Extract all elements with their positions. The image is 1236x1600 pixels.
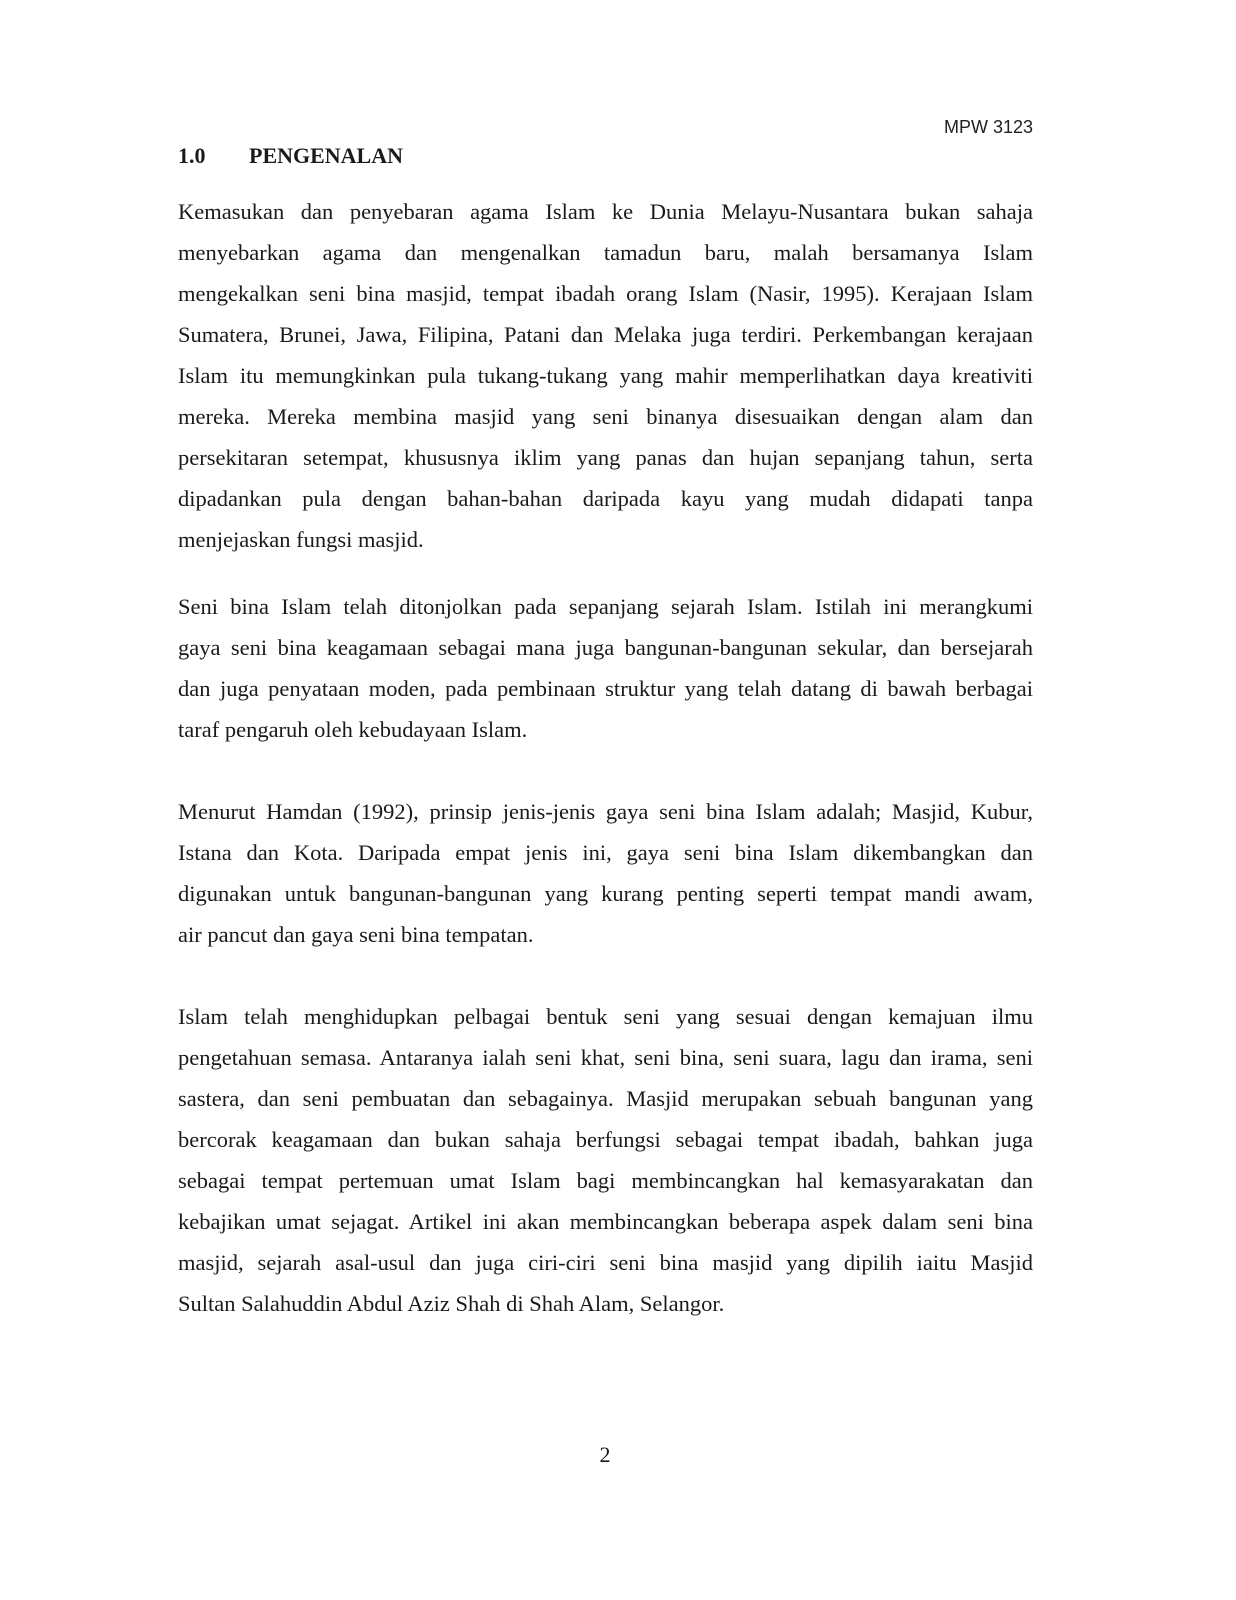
text-line: Menurut Hamdan (1992), prinsip jenis-jenis gaya seni bina Islam adalah; Masjid, Kubur, [178, 799, 1033, 824]
text-line: sastera, dan seni pembuatan dan sebagainya. Masjid merupakan sebuah bangunan yang [178, 1086, 1033, 1111]
text-line: Kemasukan dan penyebaran agama Islam ke Dunia Melayu-Nusantara bukan sahaja [178, 199, 1033, 224]
section-heading [178, 143, 403, 169]
text-line: menyebarkan agama dan mengenalkan tamadun baru, malah bersamanya Islam [178, 240, 1033, 265]
text-line: Sumatera, Brunei, Jawa, Filipina, Patani dan Melaka juga terdiri. Perkembangan kerajaan [178, 322, 1033, 347]
text-line: Istana dan Kota. Daripada empat jenis ini, gaya seni bina Islam dikembangkan dan [178, 840, 1033, 865]
text-line: digunakan untuk bangunan-bangunan yang kurang penting seperti tempat mandi awam, [178, 881, 1033, 906]
text-line: gaya seni bina keagamaan sebagai mana juga bangunan-bangunan sekular, dan bersejarah [178, 635, 1033, 660]
text-line: Sultan Salahuddin Abdul Aziz Shah di Shah Alam, Selangor. [178, 1291, 725, 1316]
text-line: pengetahuan semasa. Antaranya ialah seni khat, seni bina, seni suara, lagu dan irama, seni [178, 1045, 1033, 1070]
text-line: dan juga penyataan moden, pada pembinaan struktur yang telah datang di bawah berbagai [178, 676, 1033, 701]
paragraph-4 [178, 1003, 1033, 1331]
text-line: menjejaskan fungsi masjid. [178, 527, 424, 552]
paragraph-3 [178, 798, 1033, 962]
text-line: Islam telah menghidupkan pelbagai bentuk seni yang sesuai dengan kemajuan ilmu [178, 1004, 1033, 1029]
section-title: PENGENALAN [249, 143, 404, 168]
course-code-header: MPW 3123 [943, 117, 1033, 137]
page-number: 2 [599, 1442, 611, 1467]
text-line: Seni bina Islam telah ditonjolkan pada sepanjang sejarah Islam. Istilah ini merangkumi [178, 594, 1033, 619]
text-line: kebajikan umat sejagat. Artikel ini akan membincangkan beberapa aspek dalam seni bina [178, 1209, 1033, 1234]
paragraph-1 [178, 198, 1033, 567]
text-line: persekitaran setempat, khususnya iklim yang panas dan hujan sepanjang tahun, serta [178, 445, 1033, 470]
section-number: 1.0 [178, 143, 206, 168]
text-line: masjid, sejarah asal-usul dan juga ciri-ciri seni bina masjid yang dipilih iaitu Masjid [178, 1250, 1033, 1275]
paragraph-2 [178, 593, 1033, 757]
text-line: Islam itu memungkinkan pula tukang-tukang yang mahir memperlihatkan daya kreativiti [178, 363, 1033, 388]
text-line: air pancut dan gaya seni bina tempatan. [178, 922, 534, 947]
text-line: bercorak keagamaan dan bukan sahaja berfungsi sebagai tempat ibadah, bahkan juga [178, 1127, 1033, 1152]
text-line: mengekalkan seni bina masjid, tempat ibadah orang Islam (Nasir, 1995). Kerajaan Islam [178, 281, 1033, 306]
text-line: dipadankan pula dengan bahan-bahan daripada kayu yang mudah didapati tanpa [178, 486, 1033, 511]
text-line: mereka. Mereka membina masjid yang seni binanya disesuaikan dengan alam dan [178, 404, 1033, 429]
text-line: taraf pengaruh oleh kebudayaan Islam. [178, 717, 528, 742]
text-line: sebagai tempat pertemuan umat Islam bagi membincangkan hal kemasyarakatan dan [178, 1168, 1033, 1193]
